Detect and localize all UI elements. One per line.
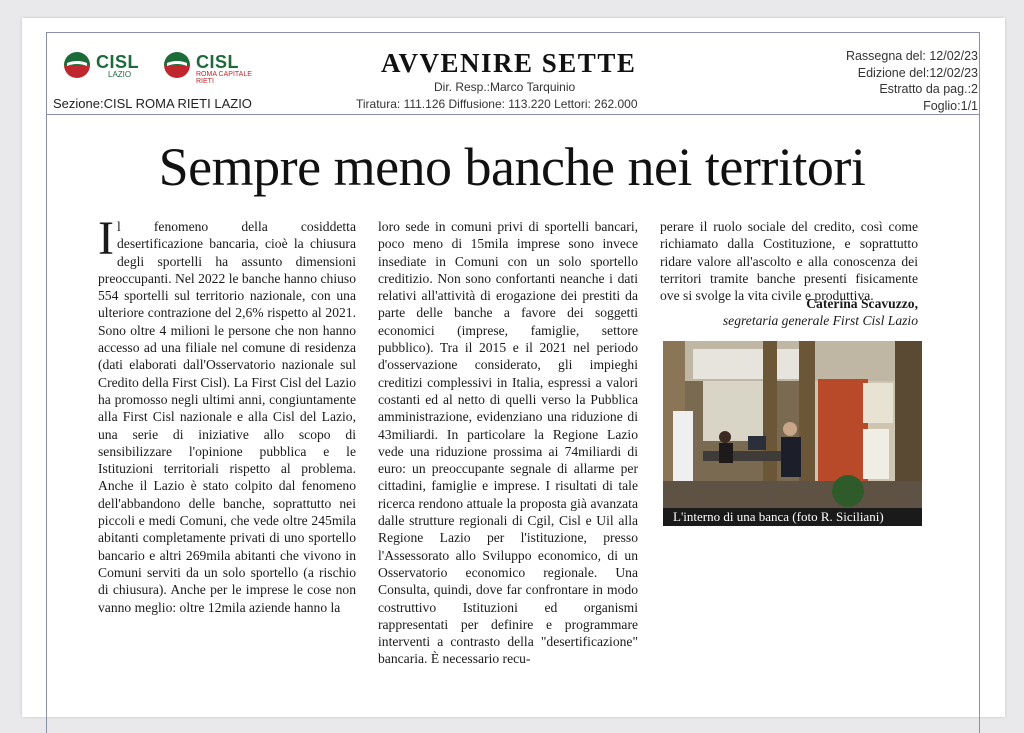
- logo-subtitle: LAZIO: [108, 70, 132, 79]
- circulation-line: Tiratura: 111.126 Diffusione: 113.220 Lettori: 262.000: [356, 97, 638, 111]
- logo-subtitle: ROMA CAPITALE RIETI: [196, 71, 252, 85]
- column-3-text: perare il ruolo sociale del credito, così come richiamato dalla Costituzione, e soprattutto ridare valore all'ascolto e alla conoscenza dei territori tramite banche presenti fisicamente ove si svolge la vita civile e produttiva.: [660, 219, 918, 304]
- edizione-date: Edizione del:12/02/23: [857, 65, 978, 80]
- estratto-page: Estratto da pag.:2: [879, 82, 978, 96]
- column-1-text: l fenomeno della cosiddetta desertificazione bancaria, cioè la chiusura degli sportelli ha assunto dimensioni preoccupanti. Nel 2022 le banche hanno chiuso 554 sportelli sul territorio nazionale, con una ulteriore contrazione del 2,6% rispetto al 2021. Sono oltre 4 milioni le persone che non hanno accesso ad una filiale nel comune di residenza (dati elaborati dall'Osservatorio nazionale sul Credito della First Cisl). La First Cisl del Lazio ha promosso negli ultimi anni, congiuntamente alla First Cisl nazionale e alla Cisl del Lazio, una serie di iniziative allo scopo di sensibilizzare l'opinione pubblica e le Istituzioni territoriali rispetto al problema. Anche il Lazio è stato colpito dal fenomeno dell'abbandono delle banche, soprattutto nei piccoli e medi Comuni, che vede oltre 245mila abitanti completamente privati di uno sportello bancario e altri 269mila abitanti che vivono in Comuni serviti da un solo sportello (a rischio di chiusura). Anche per le imprese le cose non vanno meglio: oltre 12mila aziende hanno la: [98, 219, 356, 615]
- logo-title: CISL: [196, 52, 240, 72]
- logo-title: CISL: [96, 52, 140, 72]
- author-role: segretaria generale First Cisl Lazio: [722, 313, 918, 328]
- director-line: Dir. Resp.:Marco Tarquinio: [434, 80, 576, 94]
- author-name: Caterina Scavuzzo,: [806, 296, 918, 311]
- clipping-meta: [846, 48, 978, 114]
- photo-caption: L'interno di una banca (foto R. Siciliani): [663, 508, 922, 526]
- drop-cap: I: [98, 212, 114, 265]
- cisl-logo-icon: [162, 50, 192, 80]
- photo-illustration: [663, 341, 922, 526]
- bank-interior-photo: [663, 341, 922, 526]
- article-column-3: [660, 218, 918, 304]
- rassegna-date: Rassegna del: 12/02/23: [845, 49, 978, 63]
- article-column-2: [378, 218, 638, 668]
- newspaper-title: AVVENIRE SETTE: [381, 48, 637, 78]
- article-headline: Sempre meno banche nei territori: [158, 137, 866, 197]
- foglio-count: Foglio:1/1: [923, 98, 978, 113]
- header-divider: [46, 114, 980, 115]
- author-signature: [660, 295, 918, 329]
- article-column-1: [98, 212, 356, 616]
- cisl-logo-icon: [62, 50, 92, 80]
- column-2-text: loro sede in comuni privi di sportelli bancari, poco meno di 15mila imprese sono invece insediate in Comuni con un solo sportello creditizio. Non sono confortanti neanche i dati relativi all'attività di erogazione dei prestiti da parte delle banche a favore dei soggetti economici (imprese, famiglie, settore pubblico). Tra il 2015 e il 2021 nel periodo d'osservazione considerato, gli impieghi creditizi complessivi in Italia, espressi a valori costanti ed al netto di quelli verso la Pubblica amministrazione, evidenziano una riduzione di 43miliardi. In particolare la Regione Lazio vede una riduzione prossima ai 74miliardi di euro: un preoccupante segnale di allarme per cittadini, famiglie e imprese. I risultati di tale ricerca rendono attuale la proposta già avanzata dalle strutture regionali di Cgil, Cisl e Uil alla Regione Lazio per l'istituzione, presso l'Assessorato allo Sviluppo economico, di un Osservatorio economico regionale. Una Consulta, quindi, dove far confrontare in modo costruttivo Istituzioni ed organismi rappresentati per definire e programmare interventi a contrasto della "desertificazione" bancaria. È necessario recu-: [378, 219, 638, 667]
- section-label: Sezione:CISL ROMA RIETI LAZIO: [53, 96, 252, 111]
